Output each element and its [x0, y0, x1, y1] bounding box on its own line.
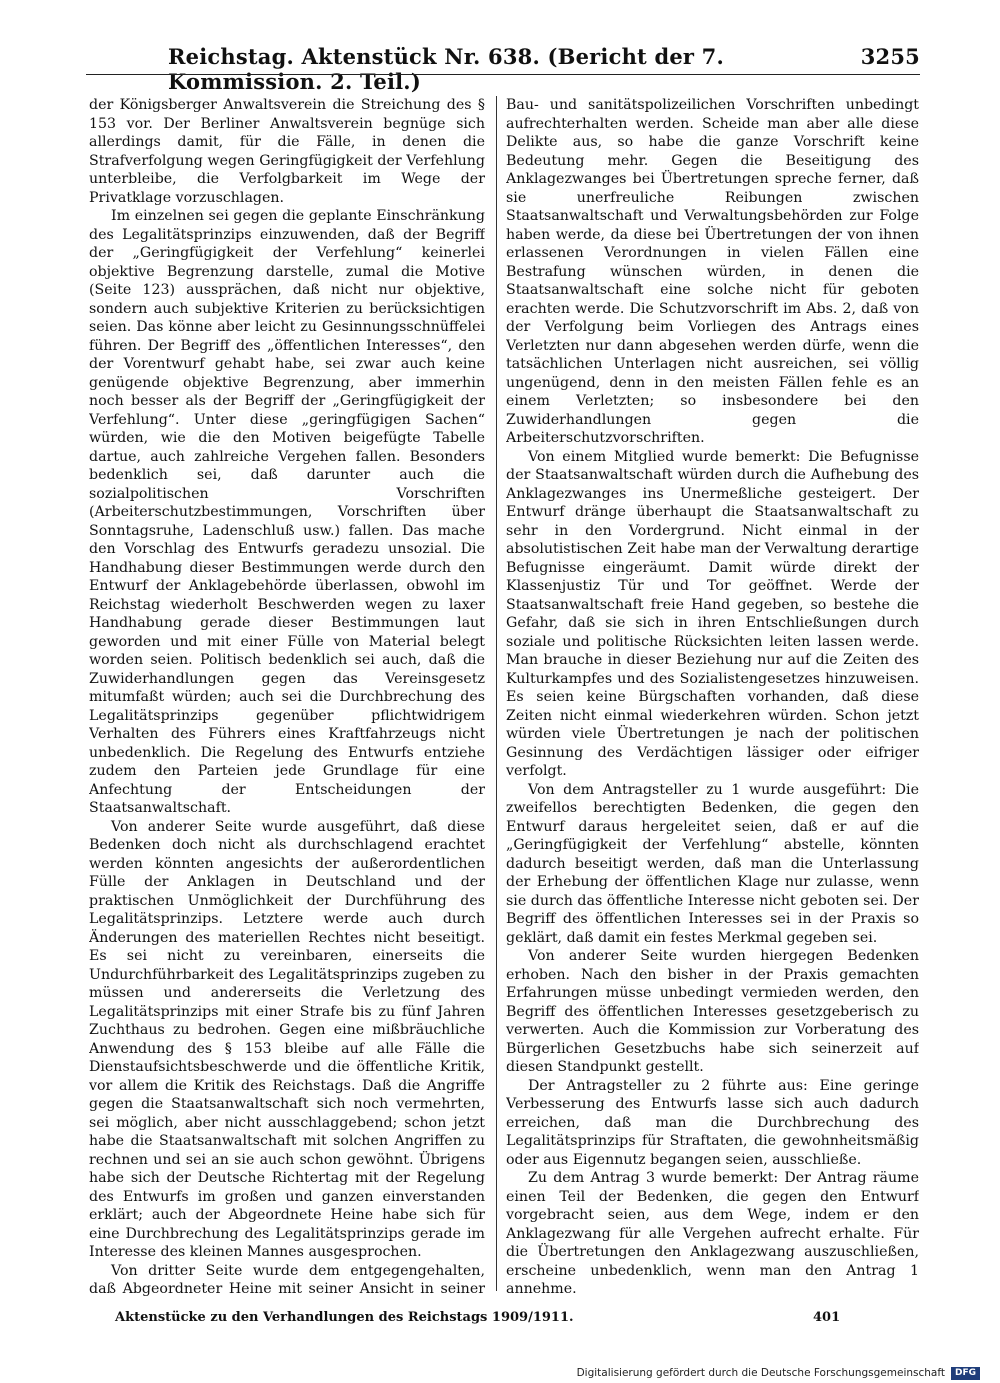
right-paragraph: Bau- und sanitätspolizeilichen Vorschriften unbedingt aufrechterhalten werden. Scheide man aber alle diese Delikte aus, so habe die ganze Vorschrift keine Bedeutung mehr. Gegen die Beseitigung des Anklagezwanges bei Übertretungen spreche ferner, daß sie unerfreuliche Reibungen zwischen Staatsanwaltschaft und Verwaltungsbehörden zur Folge haben werde, da diese bei Übertretungen der von ihnen erlassenen Verordnungen in vielen Fällen eine Bestrafung wünschen würden, in denen die Staatsanwaltschaft eine solche nicht für geboten erachten werde. Die Schutzvorschrift im Abs. 2, daß von der Verfolgung beim Vorliegen des Antrags eines Verletzten nur dann abgesehen werden dürfe, wenn die tatsächlichen Unterlagen nicht ausreichen, sei völlig ungenügend, denn in den meisten Fällen fehle es an einem Verletzten; so insbesondere bei den Zuwiderhandlungen gegen die Arbeiterschutzvorschriften.	[506, 97, 919, 446]
right-paragraph: Von anderer Seite wurden hiergegen Bedenken erhoben. Nach den bisher in der Praxis gemachten Erfahrungen müsse unbedingt vermieden werden, den Begriff des öffentlichen Interesses gesetzgeberisch zu verwerten. Auch die Kommission zur Vorberatung des Bürgerlichen Gesetzbuchs habe sich seinerzeit auf diesen Standpunkt gestellt.	[506, 948, 919, 1075]
right-column	[506, 96, 919, 1296]
page-header	[86, 44, 920, 94]
left-paragraph: Im einzelnen sei gegen die geplante Einschränkung des Legalitätsprinzips einzuwenden, daß der Begriff der „Geringfügigkeit der Verfehlung“ keinerlei objektive Begrenzung darstelle, zumal die Motive (Seite 123) aussprächen, daß nicht nur objektive, sondern auch subjektive Kriterien zu berücksichtigen seien. Das könne aber leicht zu Gesinnungsschnüffelei führen. Der Begriff des „öffentlichen Interesses“, den der Vorentwurf gehabt habe, sei zwar auch keine genügende objektive Begrenzung, aber immerhin noch besser als der Begriff der „Geringfügigkeit der Verfehlung“. Unter diese „geringfügigen Sachen“ würden, wie die den Motiven beigefügte Tabelle dartue, auch zahlreiche Vergehen fallen. Besonders bedenklich sei, daß darunter auch die sozialpolitischen Vorschriften (Arbeiterschutzbestimmungen, Vorschriften über Sonntagsruhe, Ladenschluß usw.) fallen. Das mache den Vorschlag des Entwurfs geradezu unsozial. Die Handhabung dieser Bestimmungen werde durch den Entwurf der Anklagebehörde überlassen, obwohl im Reichstag wiederholt Beschwerden wegen zu laxer Handhabung gerade dieser Bestimmungen laut geworden und mit einer Fülle von Material belegt worden seien. Politisch bedenklich sei auch, daß die Zuwiderhandlungen gegen das Vereinsgesetz mitumfaßt würden; auch sei die Durchbrechung des Legalitätsprinzips gegenüber pflichtwidrigem Verhalten des Führers eines Kraftfahrzeugs nicht unbedenklich. Die Regelung des Entwurfs entziehe zudem den Parteien jede Grundlage für eine Anfechtung der Entscheidungen der Staatsanwaltschaft.	[89, 208, 485, 816]
right-paragraph: Von dem Antragsteller zu 1 wurde ausgeführt: Die zweifellos berechtigten Bedenken, die gegen den Entwurf daraus hergeleitet seien, daß er auf die „Geringfügigkeit der Verfehlung“ abstelle, könnten dadurch beseitigt werden, daß man die Unterlassung der Erhebung der öffentlichen Klage nur zulasse, wenn sie durch das öffentliche Interesse nicht geboten sei. Der Begriff des öffentlichen Interesses sei in der Praxis so geklärt, daß damit ein festes Merkmal gegeben sei.	[506, 781, 919, 946]
right-paragraph: Der Antragsteller zu 2 führte aus: Eine geringe Verbesserung des Entwurfs lasse sich auch dadurch erreichen, daß man die Durchbrechung des Legalitätsprinzips für Straftaten, die gewohnheitsmäßig oder aus Eigennutz begangen seien, ausschließe.	[506, 1077, 919, 1168]
page-number: 3255	[860, 44, 920, 69]
right-paragraph: Von einem Mitglied wurde bemerkt: Die Befugnisse der Staatsanwaltschaft würden durch die Aufhebung des Anklagezwanges ins Unermeßliche gesteigert. Der Entwurf dränge überhaupt die Staatsanwaltschaft zu sehr in den Vordergrund. Nicht einmal in der absolutistischen Zeit habe man der Verwaltung derartige Befugnisse eingeräumt. Damit würde direkt der Klassenjustiz Tür und Tor geöffnet. Werde der Staatsanwaltschaft freie Hand gegeben, so bestehe die Gefahr, daß sie sich in ihren Entschließungen durch soziale und politische Rücksichten leiten lassen werde. Man brauche in dieser Beziehung nur auf die Zeiten des Kulturkampfes und des Sozialistengesetzes hinzuweisen. Es seien keine Bürgschaften vorhanden, daß diese Zeiten nicht einmal wiederkehren würden. Schon jetzt würden viele Übertretungen je nach der politischen Gesinnung des Verdächtigen lässiger oder eifriger verfolgt.	[506, 448, 919, 779]
left-paragraph: Von anderer Seite wurde ausgeführt, daß diese Bedenken doch nicht als durchschlagend erachtet werden könnten angesichts der außerordentlichen Fülle der Anklagen in Deutschland und der praktischen Unmöglichkeit der Durchführung des Legalitätsprinzips. Letztere werde auch durch Änderungen des materiellen Rechtes nicht beseitigt. Es sei nicht zu vereinbaren, einerseits die Undurchführbarkeit des Legalitätsprinzips zugeben zu müssen und andererseits die Verletzung des Legalitätsprinzips mit einer Strafe bis zu fünf Jahren Zuchthaus zu bedrohen. Gegen eine mißbräuchliche Anwendung des § 153 bleibe auf alle Fälle die Dienstaufsichtsbeschwerde und die öffentliche Kritik, vor allem die Kritik des Reichstags. Daß die Angriffe gegen die Staatsanwaltschaft sich noch vermehrten, sei möglich, aber nicht ausschlaggebend; schon jetzt habe die Staatsanwaltschaft mit solchen Angriffen zu rechnen und sei an sie auch schon gewöhnt. Übrigens habe sich der Deutsche Richtertag mit der Regelung des Entwurfs im großen und ganzen einverstanden erklärt; auch der Abgeordnete Heine habe sich für eine Durchbrechung des Legalitätsprinzips gerade im Interesse des kleinen Mannes ausgesprochen.	[89, 818, 485, 1260]
credit-text: Digitalisierung gefördert durch die Deutsche Forschungsgemeinschaft	[576, 1367, 945, 1379]
digitization-credit	[577, 1366, 980, 1380]
left-paragraph: Von dritter Seite wurde dem entgegengehalten, daß Abgeordneter Heine mit seiner Ansicht in seiner	[89, 1262, 485, 1296]
left-column	[89, 96, 485, 1296]
footer-sheet-number: 401	[813, 1310, 841, 1325]
footer-source: Aktenstücke zu den Verhandlungen des Reichstags 1909/1911.	[115, 1310, 574, 1325]
dfg-logo-icon: DFG	[951, 1367, 980, 1380]
left-paragraph: der Königsberger Anwaltsverein die Streichung des § 153 vor. Der Berliner Anwaltsverein begnüge sich allerdings damit, für die Fälle, in denen die Strafverfolgung wegen Geringfügigkeit der Verfehlung unterbleibe, die Verfolgbarkeit im Wege der Privatklage vorzuschlagen.	[89, 97, 485, 206]
page-footer	[89, 1310, 919, 1330]
header-title: Reichstag. Aktenstück Nr. 638. (Bericht der 7. Kommission. 2. Teil.)	[168, 44, 724, 94]
header-rule	[86, 74, 920, 75]
column-divider	[496, 96, 497, 1291]
right-paragraph: Zu dem Antrag 3 wurde bemerkt: Der Antrag räume einen Teil der Bedenken, die gegen den Entwurf vorgebracht seien, aus dem Wege, indem er den Anklagezwang für alle Vergehen aufrecht erhalte. Für die Übertretungen den Anklagezwang auszuschließen, erscheine unbedenklich, wenn man den Antrag 1 annehme.	[506, 1170, 919, 1296]
